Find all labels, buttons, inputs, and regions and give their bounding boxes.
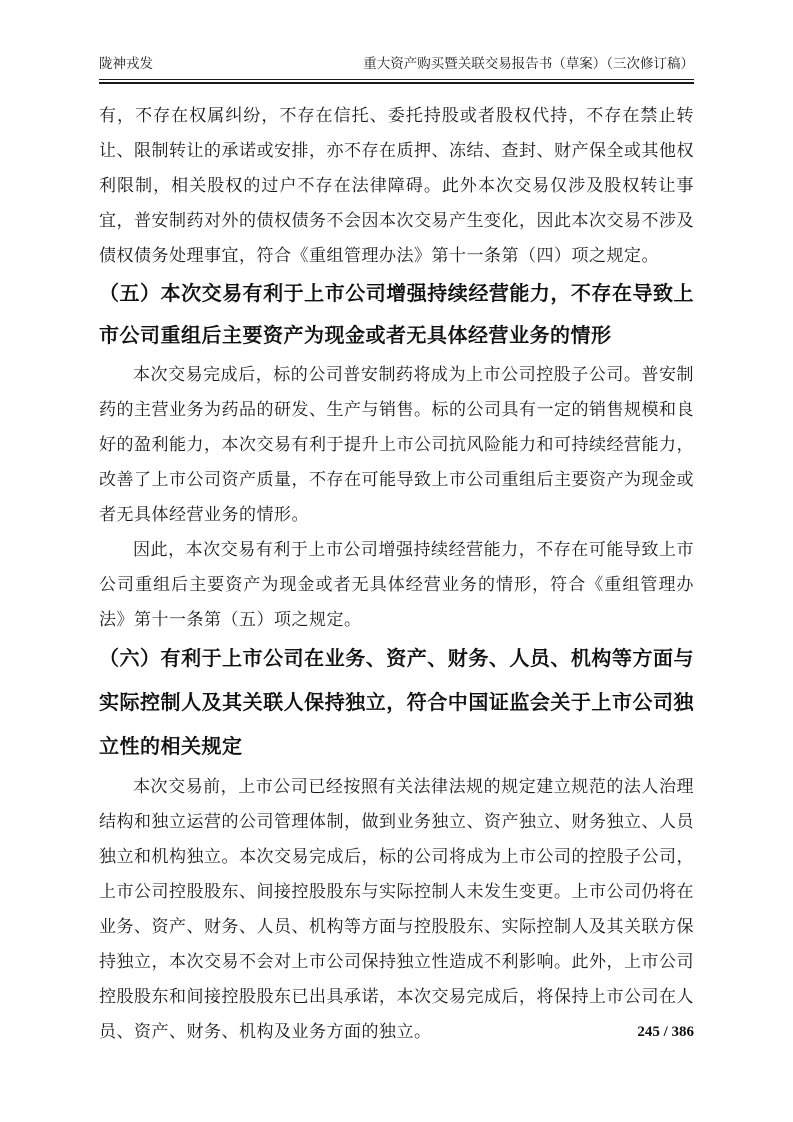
header-company-name: 陇神戎发 xyxy=(99,56,153,71)
document-body xyxy=(99,98,694,1049)
paragraph-continuation: 有，不存在权属纠纷，不存在信托、委托持股或者股权代持，不存在禁止转让、限制转让的承诺或安排，亦不存在质押、冻结、查封、财产保全或其他权利限制，相关股权的过户不存在法律障碍。此外本次交易仅涉及股权转让事宜，普安制药对外的债权债务不会因本次交易产生变化，因此本次交易不涉及债权债务处理事宜，符合《重组管理办法》第十一条第（四）项之规定。 xyxy=(99,106,694,265)
header-divider xyxy=(99,79,694,84)
page-header xyxy=(99,0,694,84)
paragraph-six-a: 本次交易前，上市公司已经按照有关法律法规的规定建立规范的法人治理结构和独立运营的公司管理体制，做到业务独立、资产独立、财务独立、人员独立和机构独立。本次交易完成后，标的公司将成为上市公司的控股子公司，上市公司控股股东、间接控股股东与实际控制人未发生变更。上市公司仍将在业务、资产、财务、人员、机构等方面与控股股东、实际控制人及其关联方保持独立，本次交易不会对上市公司保持独立性造成不利影响。此外，上市公司控股股东和间接控股股东已出具承诺，本次交易完成后，将保持上市公司在人员、资产、财务、机构及业务方面的独立。 xyxy=(99,777,694,1041)
page-header-row xyxy=(99,54,694,74)
page-number: 245 / 386 xyxy=(637,1024,694,1040)
paragraph-five-a: 本次交易完成后，标的公司普安制药将成为上市公司控股子公司。普安制药的主营业务为药品的研发、生产与销售。标的公司具有一定的销售规模和良好的盈利能力，本次交易有利于提升上市公司抗风险能力和可持续经营能力，改善了上市公司资产质量，不存在可能导致上市公司重组后主要资产为现金或者无具体经营业务的情形。 xyxy=(99,365,694,524)
paragraph-five-b: 因此，本次交易有利于上市公司增强持续经营能力，不存在可能导致上市公司重组后主要资产为现金或者无具体经营业务的情形，符合《重组管理办法》第十一条第（五）项之规定。 xyxy=(99,540,694,629)
section-heading-six: （六）有利于上市公司在业务、资产、财务、人员、机构等方面与实际控制人及其关联人保持独立，符合中国证监会关于上市公司独立性的相关规定 xyxy=(99,648,694,758)
section-heading-five: （五）本次交易有利于上市公司增强持续经营能力，不存在导致上市公司重组后主要资产为现金或者无具体经营业务的情形 xyxy=(99,283,694,347)
header-document-title: 重大资产购买暨关联交易报告书（草案）（三次修订稿） xyxy=(363,56,694,71)
